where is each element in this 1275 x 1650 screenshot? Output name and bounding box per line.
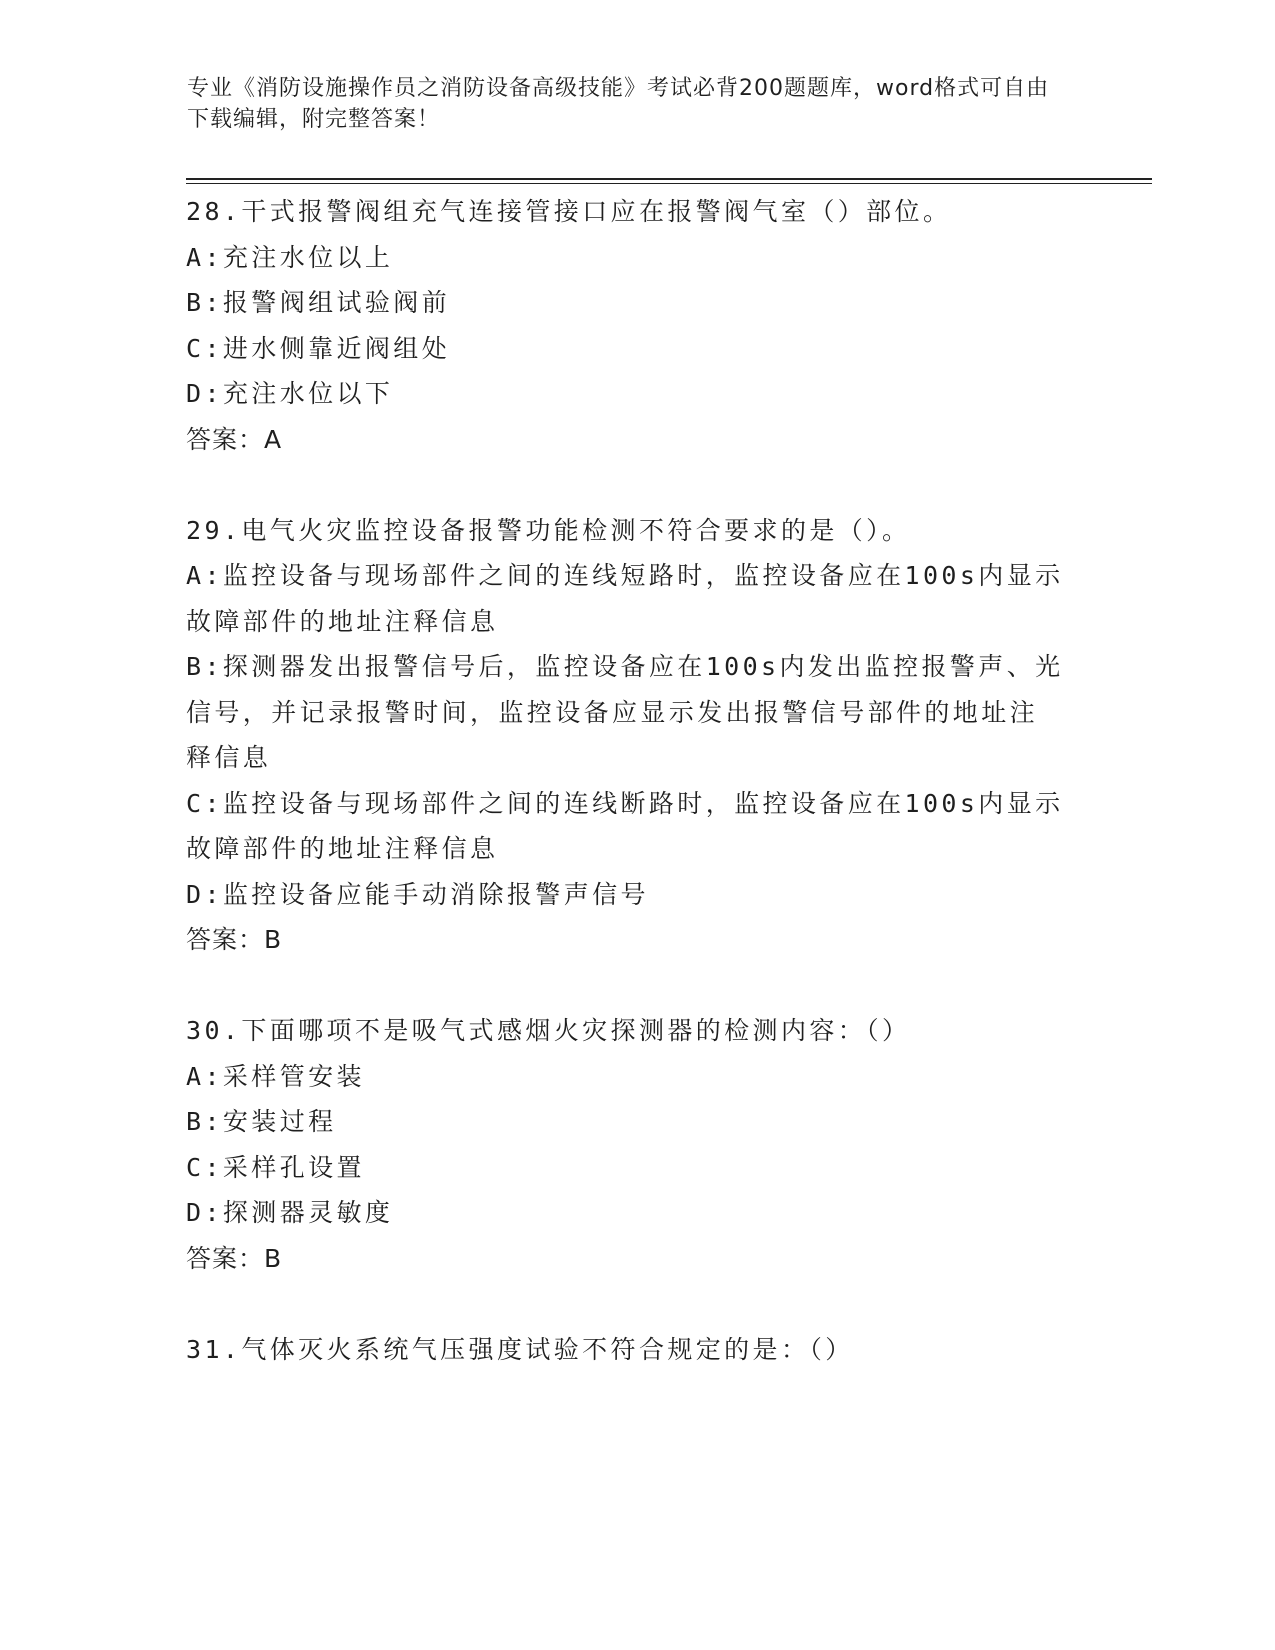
answer-label: 答案：A	[186, 424, 283, 454]
header-divider	[186, 178, 1152, 180]
document-header: 专业《消防设施操作员之消防设备高级技能》考试必背200题题库，word格式可自由下载编辑，附完整答案！	[187, 76, 1050, 132]
question-stem: 31.气体灭火系统气压强度试验不符合规定的是：（）	[186, 1334, 854, 1364]
answer-label: 答案：B	[186, 925, 283, 954]
answer-label: 答案：B	[186, 1243, 283, 1273]
option-a: A:充注水位以上	[186, 242, 394, 272]
question-stem: 29.电气火灾监控设备报警功能检测不符合要求的是（）。	[186, 515, 911, 545]
option-d: D:监控设备应能手动消除报警声信号	[186, 879, 649, 909]
option-c: C:进水侧靠近阀组处	[186, 333, 451, 363]
question-stem: 30.下面哪项不是吸气式感烟火灾探测器的检测内容：（）	[186, 1016, 911, 1045]
option-d: D:探测器灵敏度	[186, 1198, 394, 1227]
option-c: C:采样孔设置	[186, 1152, 365, 1182]
option-a: A:监控设备与现场部件之间的连线短路时，监控设备应在100s内显示故障部件的地址注释信息	[186, 561, 1064, 636]
header-divider-thin	[186, 183, 1152, 184]
question-28	[186, 189, 1066, 462]
question-29	[186, 508, 1066, 963]
option-b: B:探测器发出报警信号后，监控设备应在100s内发出监控报警声、光信号，并记录报警时间，监控设备应显示发出报警信号部件的地址注释信息	[186, 652, 1064, 772]
option-c: C:监控设备与现场部件之间的连线断路时，监控设备应在100s内显示故障部件的地址注释信息	[186, 788, 1064, 863]
option-a: A:采样管安装	[186, 1061, 365, 1091]
question-list	[186, 189, 1066, 1372]
option-b: B:安装过程	[186, 1107, 337, 1136]
question-31	[186, 1327, 1066, 1373]
question-30	[186, 1008, 1066, 1281]
question-stem: 28.干式报警阀组充气连接管接口应在报警阀气室（）部位。	[186, 197, 952, 226]
option-d: D:充注水位以下	[186, 379, 394, 408]
option-b: B:报警阀组试验阀前	[186, 288, 451, 317]
